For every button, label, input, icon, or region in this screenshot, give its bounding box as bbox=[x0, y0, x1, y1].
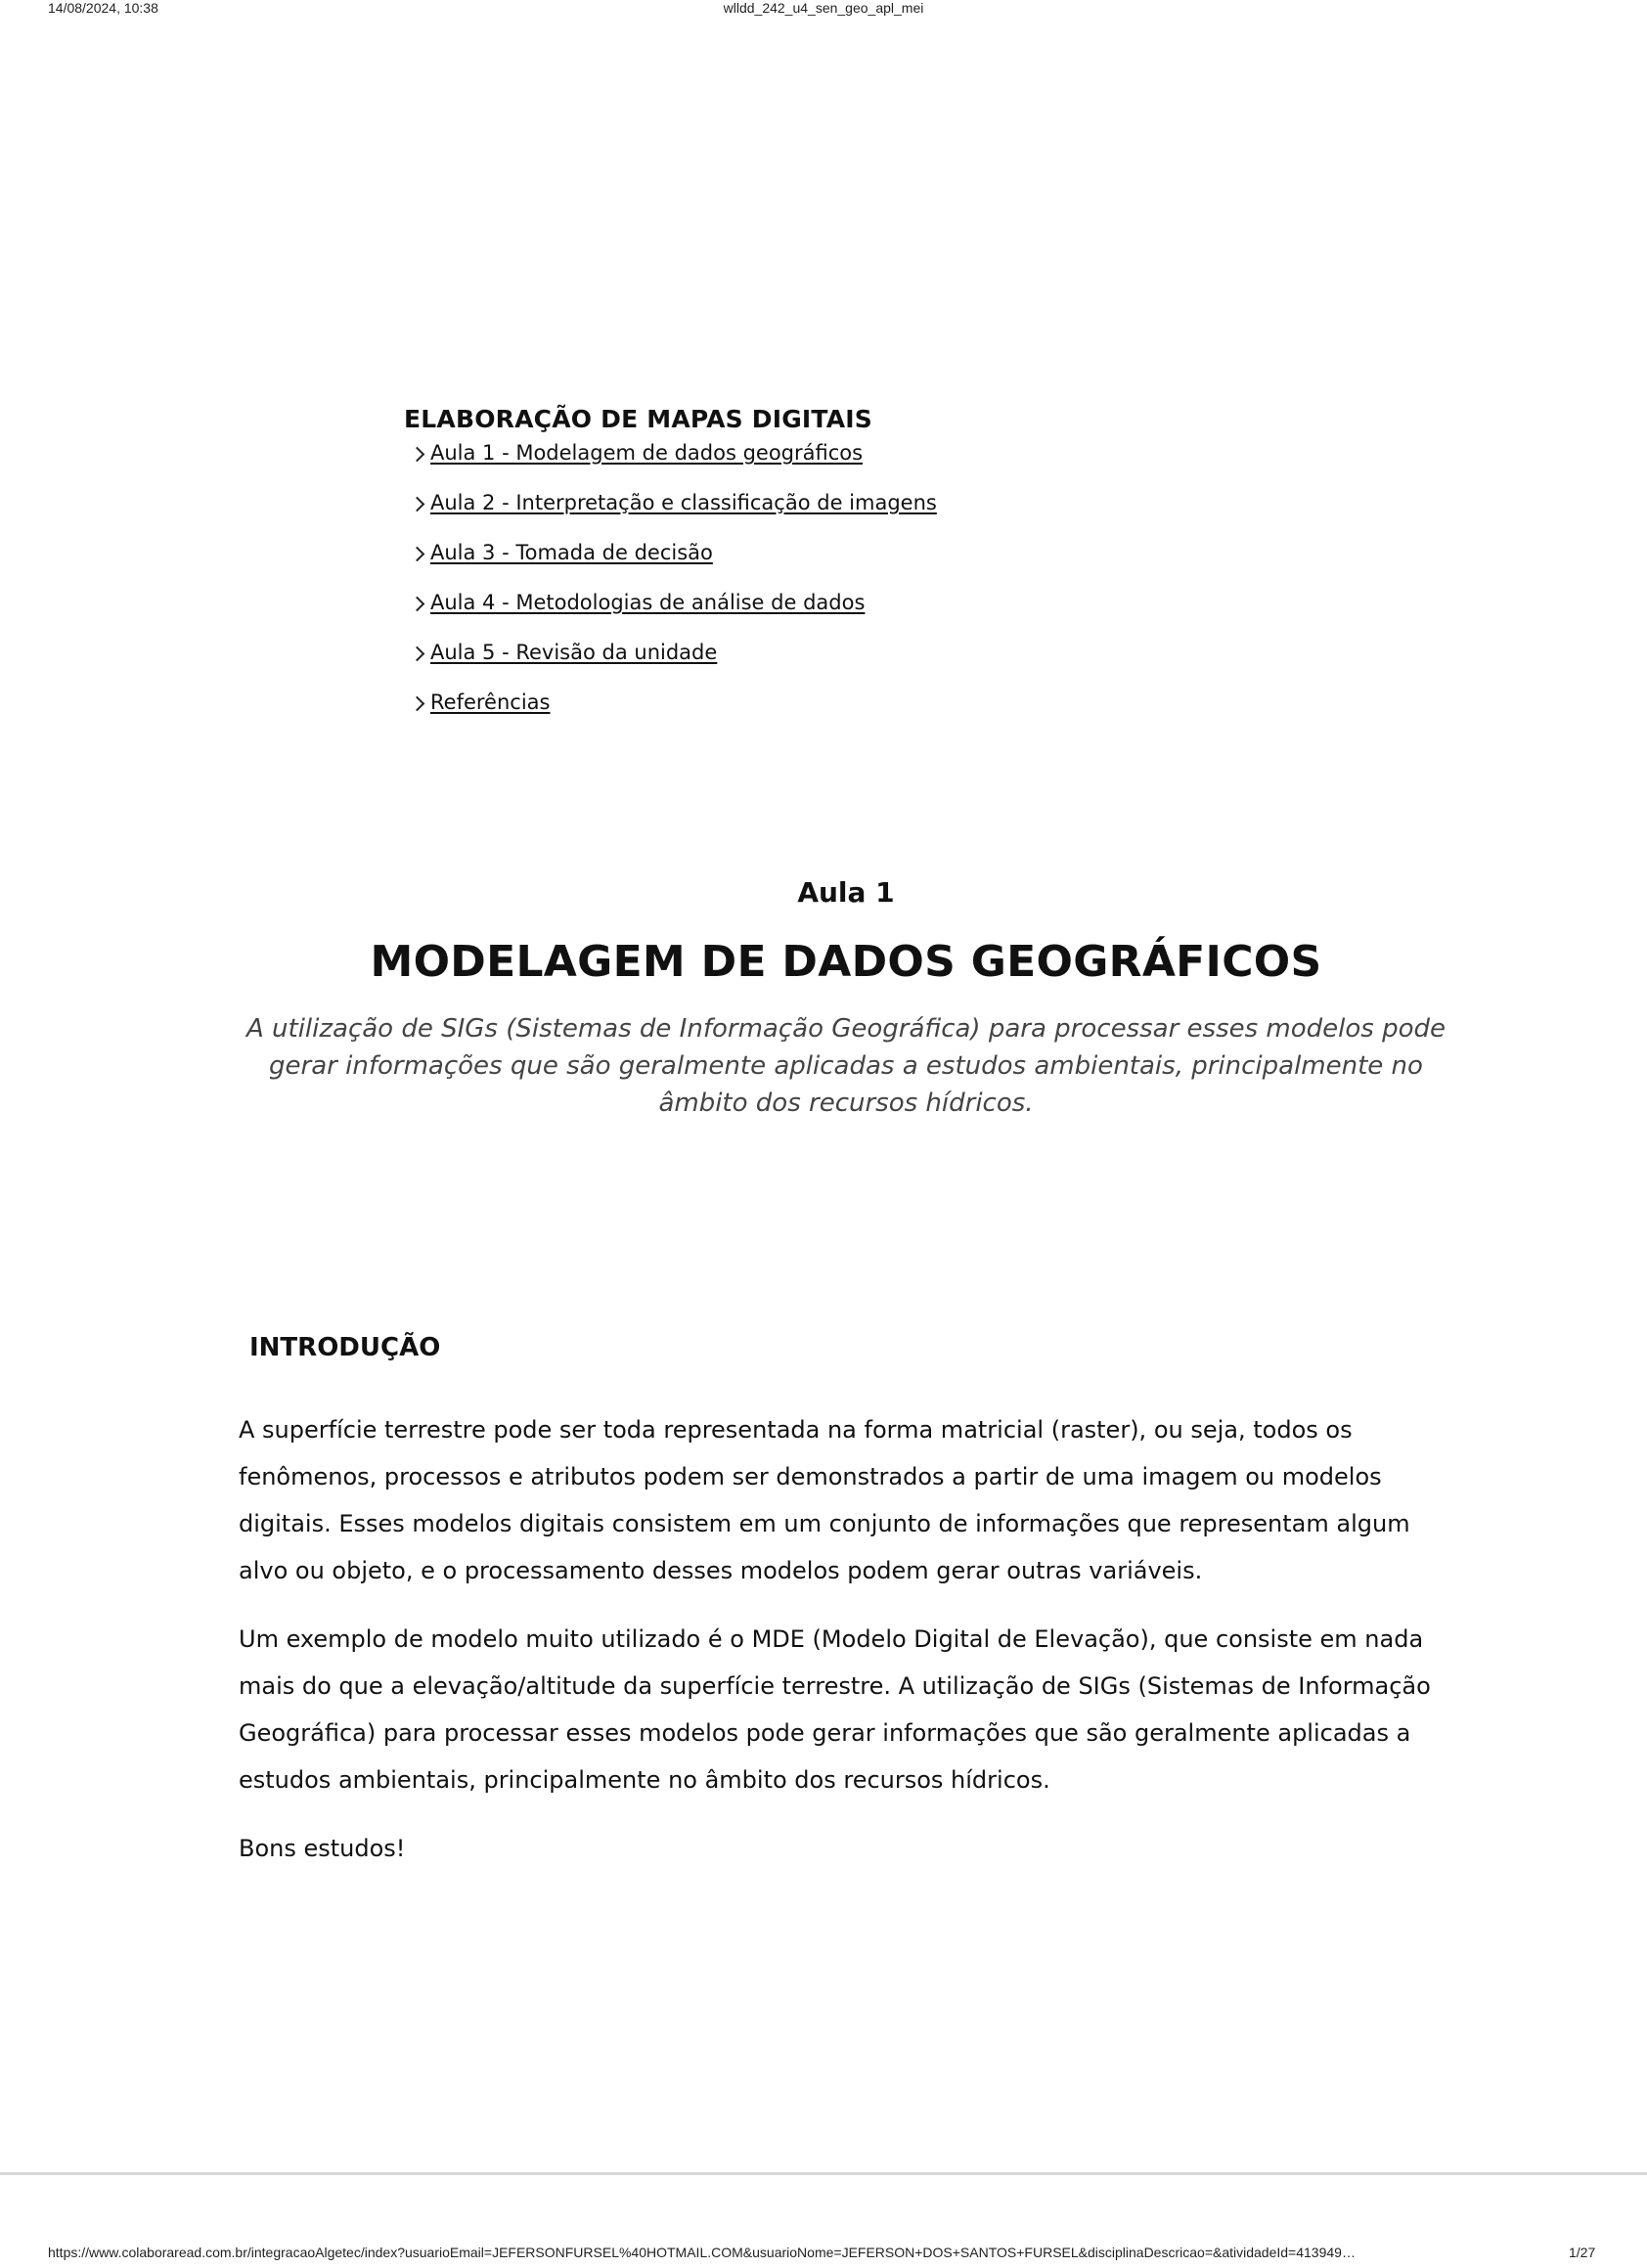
footer-divider bbox=[0, 2172, 1647, 2175]
table-of-contents bbox=[404, 405, 1186, 740]
toc-title: ELABORAÇÃO DE MAPAS DIGITAIS bbox=[404, 405, 873, 433]
toc-link-aula-1[interactable]: Aula 1 - Modelagem de dados geográficos bbox=[430, 441, 864, 465]
chevron-right-icon bbox=[410, 447, 425, 463]
intro-body bbox=[239, 1406, 1451, 1893]
intro-paragraph: Um exemplo de modelo muito utilizado é o MDE (Modelo Digital de Elevação), que consiste em nada mais do que a elevação/altitude da superfície terrestre. A utilização de SIGs (Sistemas de Informação Geográfica) para processar esses modelos pode gerar informações que são geralmente aplicadas a estudos ambientais, principalmente no âmbito dos recursos hídricos. bbox=[239, 1625, 1431, 1794]
print-header bbox=[0, 0, 1647, 20]
intro-paragraph: A superfície terrestre pode ser toda representada na forma matricial (raster), ou seja, todos os fenômenos, processos e atributos podem ser demonstrados a partir de uma imagem ou modelos digitais. Esses modelos digitais consistem em um conjunto de informações que representam algum alvo ou objeto, e o processamento desses modelos podem gerar outras variáveis. bbox=[239, 1416, 1410, 1584]
toc-link-aula-4[interactable]: Aula 4 - Metodologias de análise de dados bbox=[430, 591, 866, 614]
toc-item-aula-3 bbox=[404, 541, 1186, 591]
print-footer bbox=[0, 2245, 1647, 2264]
print-footer-url: https://www.colaboraread.com.br/integracaoAlgetec/index?usuarioEmail=JEFERSONFURSEL%40HOTMAIL.COM&usuarioNome=JEFERSON+DOS+SANTOS+FURSEL&disciplinaDescricao=&atividadeId=413949… bbox=[48, 2245, 1356, 2260]
toc-item-aula-1 bbox=[404, 441, 1186, 491]
chevron-right-icon bbox=[410, 646, 425, 662]
toc-list bbox=[404, 441, 1186, 740]
print-document-title: wlldd_242_u4_sen_geo_apl_mei bbox=[723, 0, 924, 16]
toc-link-aula-5[interactable]: Aula 5 - Revisão da unidade bbox=[430, 641, 718, 664]
lesson-subtitle: A utilização de SIGs (Sistemas de Informação Geográfica) para processar esses modelos pode gerar informações que são geralmente aplicadas a estudos ambientais, principalmente no âmbito dos recursos hídricos. bbox=[245, 1014, 1447, 1118]
chevron-right-icon bbox=[410, 547, 425, 562]
toc-item-aula-4 bbox=[404, 591, 1186, 641]
page-number: 1/27 bbox=[1569, 2245, 1596, 2260]
toc-link-aula-3[interactable]: Aula 3 - Tomada de decisão bbox=[430, 541, 713, 564]
toc-link-aula-2[interactable]: Aula 2 - Interpretação e classificação de imagens bbox=[430, 491, 937, 514]
intro-paragraph: Bons estudos! bbox=[239, 1835, 406, 1862]
chevron-right-icon bbox=[410, 696, 425, 712]
toc-item-referencias bbox=[404, 690, 1186, 740]
lesson-title: MODELAGEM DE DADOS GEOGRÁFICOS bbox=[370, 937, 1322, 987]
intro-heading: INTRODUÇÃO bbox=[249, 1333, 441, 1362]
toc-link-referencias[interactable]: Referências bbox=[430, 690, 551, 714]
toc-item-aula-5 bbox=[404, 641, 1186, 690]
toc-item-aula-2 bbox=[404, 491, 1186, 541]
print-datetime: 14/08/2024, 10:38 bbox=[48, 0, 158, 16]
chevron-right-icon bbox=[410, 597, 425, 612]
lesson-label: Aula 1 bbox=[797, 876, 895, 909]
chevron-right-icon bbox=[410, 497, 425, 512]
